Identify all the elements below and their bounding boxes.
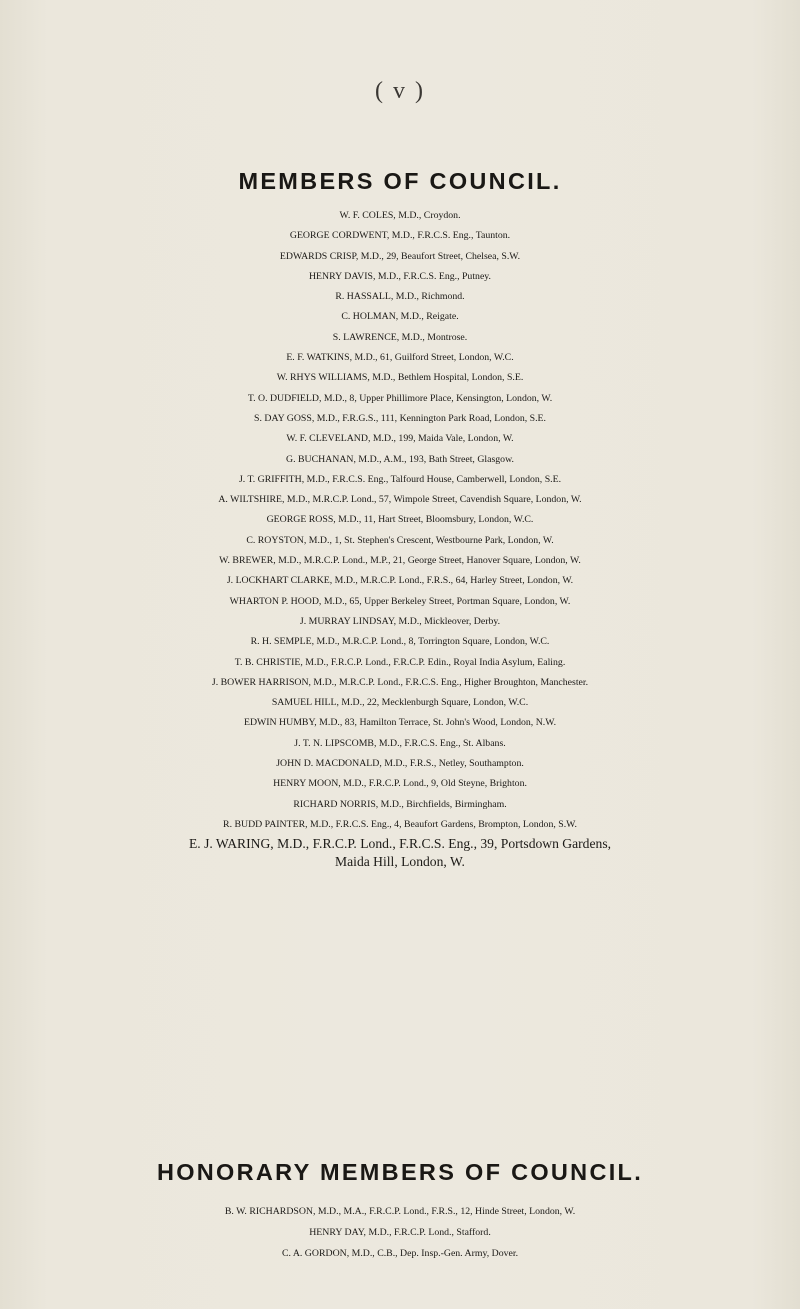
honorary-members-heading: HONORARY MEMBERS OF COUNCIL. (156, 1159, 644, 1185)
member-entry: JOHN D. MACDONALD, M.D., F.R.S., Netley, Southampton. (276, 758, 524, 770)
member-entry: J. MURRAY LINDSAY, M.D., Mickleover, Derby. (299, 615, 501, 627)
member-entry: GEORGE CORDWENT, M.D., F.R.C.S. Eng., Taunton. (289, 230, 511, 242)
member-entry: W. RHYS WILLIAMS, M.D., Bethlem Hospital, London, S.E. (276, 372, 524, 384)
member-entry: E. F. WATKINS, M.D., 61, Guilford Street, London, W.C. (286, 352, 514, 364)
member-entry-line-2: Maida Hill, London, W. (335, 853, 465, 869)
member-entry: S. LAWRENCE, M.D., Montrose. (332, 331, 468, 343)
member-entry: W. F. CLEVELAND, M.D., 199, Maida Vale, London, W. (286, 433, 514, 445)
member-entry: WHARTON P. HOOD, M.D., 65, Upper Berkeley Street, Portman Square, London, W. (229, 595, 571, 607)
honorary-member-entry: C. A. GORDON, M.D., C.B., Dep. Insp.-Gen. Army, Dover. (281, 1248, 519, 1259)
honorary-member-entry: HENRY DAY, M.D., F.R.C.P. Lond., Stafford. (309, 1227, 491, 1238)
honorary-members-list (0, 1201, 800, 1264)
member-entry: EDWARDS CRISP, M.D., 29, Beaufort Street, Chelsea, S.W. (279, 250, 521, 262)
member-entry: J. T. N. LIPSCOMB, M.D., F.R.C.S. Eng., St. Albans. (294, 737, 506, 749)
member-entry: T. B. CHRISTIE, M.D., F.R.C.P. Lond., F.R.C.P. Edin., Royal India Asylum, Ealing. (234, 656, 566, 668)
member-entry: J. BOWER HARRISON, M.D., M.R.C.P. Lond., F.R.C.S. Eng., Higher Broughton, Manchester. (211, 676, 589, 688)
member-entry-two-line (0, 835, 800, 872)
member-entry: S. DAY GOSS, M.D., F.R.G.S., 111, Kennington Park Road, London, S.E. (254, 412, 546, 424)
council-members-list (0, 206, 800, 872)
member-entry: W. BREWER, M.D., M.R.C.P. Lond., M.P., 21, George Street, Hanover Square, London, W. (219, 555, 581, 567)
member-entry: R. H. SEMPLE, M.D., M.R.C.P. Lond., 8, Torrington Square, London, W.C. (250, 636, 550, 648)
member-entry: W. F. COLES, M.D., Croydon. (339, 210, 461, 221)
member-entry: SAMUEL HILL, M.D., 22, Mecklenburgh Square, London, W.C. (271, 697, 529, 709)
member-entry: J. LOCKHART CLARKE, M.D., M.R.C.P. Lond., F.R.S., 64, Harley Street, London, W. (226, 575, 574, 587)
member-entry: G. BUCHANAN, M.D., A.M., 193, Bath Street, Glasgow. (286, 453, 514, 465)
member-entry: GEORGE ROSS, M.D., 11, Hart Street, Bloomsbury, London, W.C. (266, 514, 534, 526)
member-entry: J. T. GRIFFITH, M.D., F.R.C.S. Eng., Talfourd House, Camberwell, London, S.E. (238, 473, 562, 485)
member-entry: RICHARD NORRIS, M.D., Birchfields, Birmingham. (293, 798, 507, 810)
honorary-member-entry: B. W. RICHARDSON, M.D., M.A., F.R.C.P. Lond., F.R.S., 12, Hinde Street, London, W. (224, 1206, 576, 1217)
page-number: ( v ) (375, 78, 425, 104)
member-entry: R. HASSALL, M.D., Richmond. (335, 291, 465, 303)
member-entry: A. WILTSHIRE, M.D., M.R.C.P. Lond., 57, Wimpole Street, Cavendish Square, London, W. (218, 494, 582, 506)
member-entry: C. ROYSTON, M.D., 1, St. Stephen's Crescent, Westbourne Park, London, W. (246, 534, 554, 546)
member-entry-line-1: E. J. WARING, M.D., F.R.C.P. Lond., F.R.C.S. Eng., 39, Portsdown Gardens, (188, 836, 612, 852)
members-of-council-heading: MEMBERS OF COUNCIL. (238, 168, 562, 194)
member-entry: HENRY DAVIS, M.D., F.R.C.S. Eng., Putney. (308, 270, 492, 282)
member-entry: T. O. DUDFIELD, M.D., 8, Upper Phillimore Place, Kensington, London, W. (247, 392, 553, 404)
member-entry: C. HOLMAN, M.D., Reigate. (341, 311, 459, 323)
member-entry: R. BUDD PAINTER, M.D., F.R.C.S. Eng., 4, Beaufort Gardens, Brompton, London, S.W. (223, 818, 577, 830)
member-entry: EDWIN HUMBY, M.D., 83, Hamilton Terrace, St. John's Wood, London, N.W. (243, 717, 557, 729)
member-entry: HENRY MOON, M.D., F.R.C.P. Lond., 9, Old Steyne, Brighton. (273, 778, 527, 790)
